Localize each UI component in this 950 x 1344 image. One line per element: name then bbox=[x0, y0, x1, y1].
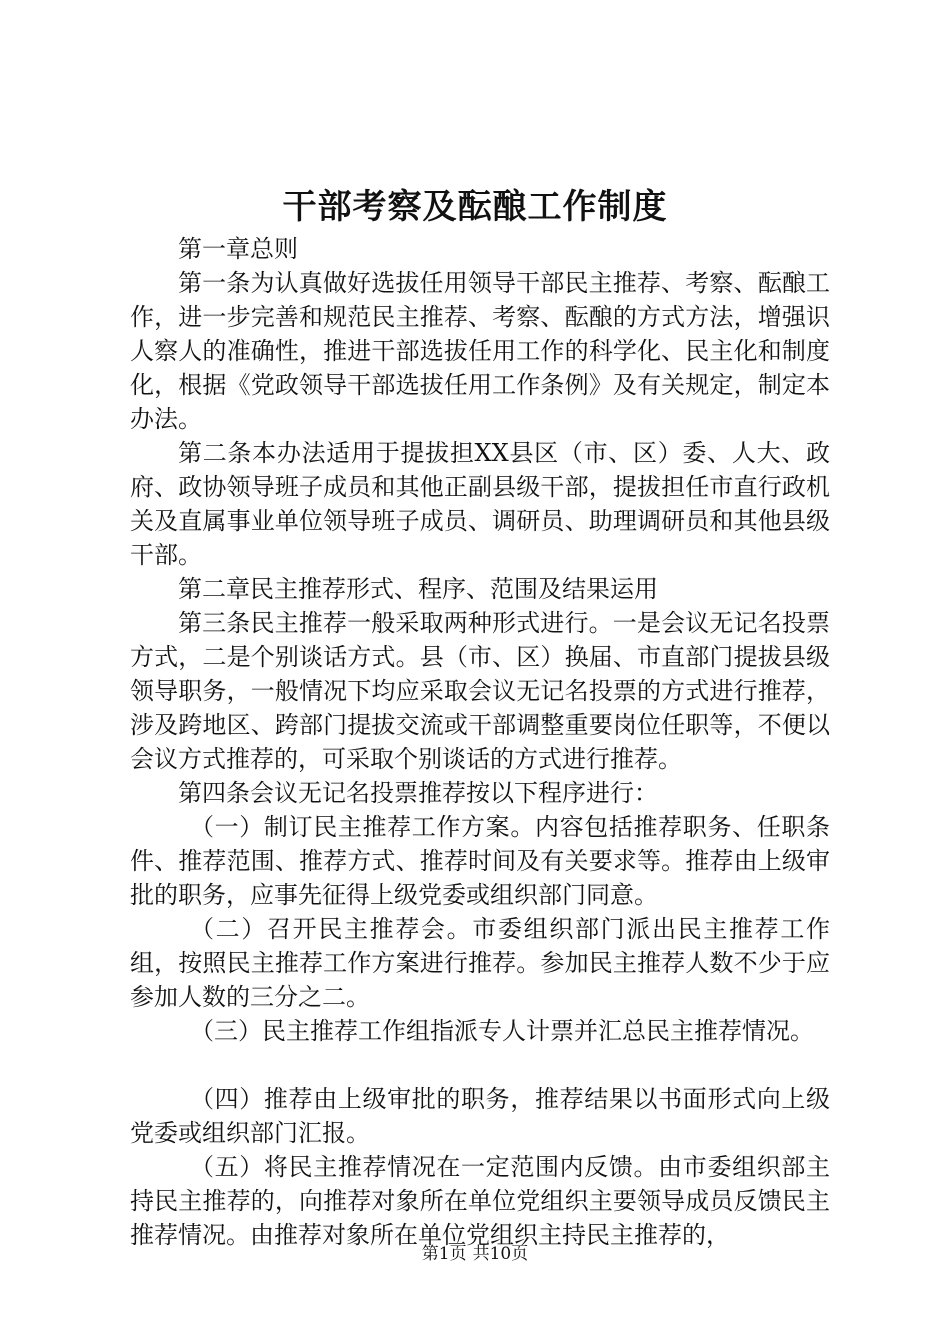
list-item-paragraph: （二）召开民主推荐会。市委组织部门派出民主推荐工作组，按照民主推荐工作方案进行推荐。参加民主推荐人数不少于应参加人数的三分之二。 bbox=[130, 915, 830, 1011]
page-total: 共10页 bbox=[472, 1244, 529, 1264]
article-paragraph: 第一条为认真做好选拔任用领导干部民主推荐、考察、酝酿工作，进一步完善和规范民主推荐、考察、酝酿的方式方法，增强识人察人的准确性，推进干部选拔任用工作的科学化、民主化和制度化，根据《党政领导干部选拔任用工作条例》及有关规定，制定本办法。 bbox=[130, 269, 830, 433]
article-paragraph: 第三条民主推荐一般采取两种形式进行。一是会议无记名投票方式，二是个别谈话方式。县（市、区）换届、市直部门提拔县级领导职务，一般情况下均应采取会议无记名投票的方式进行推荐，涉及跨地区、跨部门提拔交流或干部调整重要岗位任职等，不便以会议方式推荐的，可采取个别谈话的方式进行推荐。 bbox=[130, 609, 830, 773]
document-body bbox=[130, 232, 830, 1252]
list-item-paragraph: （一）制订民主推荐工作方案。内容包括推荐职务、任职条件、推荐范围、推荐方式、推荐时间及有关要求等。推荐由上级审批的职务，应事先征得上级党委或组织部门同意。 bbox=[130, 813, 830, 909]
document-title: 干部考察及酝酿工作制度 bbox=[282, 187, 668, 227]
chapter-heading: 第一章总则 bbox=[178, 235, 298, 263]
page-footer bbox=[0, 1242, 950, 1266]
article-paragraph: 第二条本办法适用于提拔担XX县区（市、区）委、人大、政府、政协领导班子成员和其他正副县级干部，提拔担任市直行政机关及直属事业单位领导班子成员、调研员、助理调研员和其他县级干部。 bbox=[130, 439, 830, 569]
article-paragraph: 第四条会议无记名投票推荐按以下程序进行： bbox=[178, 779, 658, 807]
list-item-paragraph: （三）民主推荐工作组指派专人计票并汇总民主推荐情况。 bbox=[190, 1017, 814, 1045]
chapter-heading: 第二章民主推荐形式、程序、范围及结果运用 bbox=[178, 575, 658, 603]
page-number: 第1页 bbox=[421, 1244, 467, 1264]
list-item-paragraph: （五）将民主推荐情况在一定范围内反馈。由市委组织部主持民主推荐的，向推荐对象所在单位党组织主要领导成员反馈民主推荐情况。由推荐对象所在单位党组织主持民主推荐的， bbox=[130, 1153, 830, 1249]
list-item-paragraph: （四）推荐由上级审批的职务，推荐结果以书面形式向上级党委或组织部门汇报。 bbox=[130, 1085, 830, 1147]
